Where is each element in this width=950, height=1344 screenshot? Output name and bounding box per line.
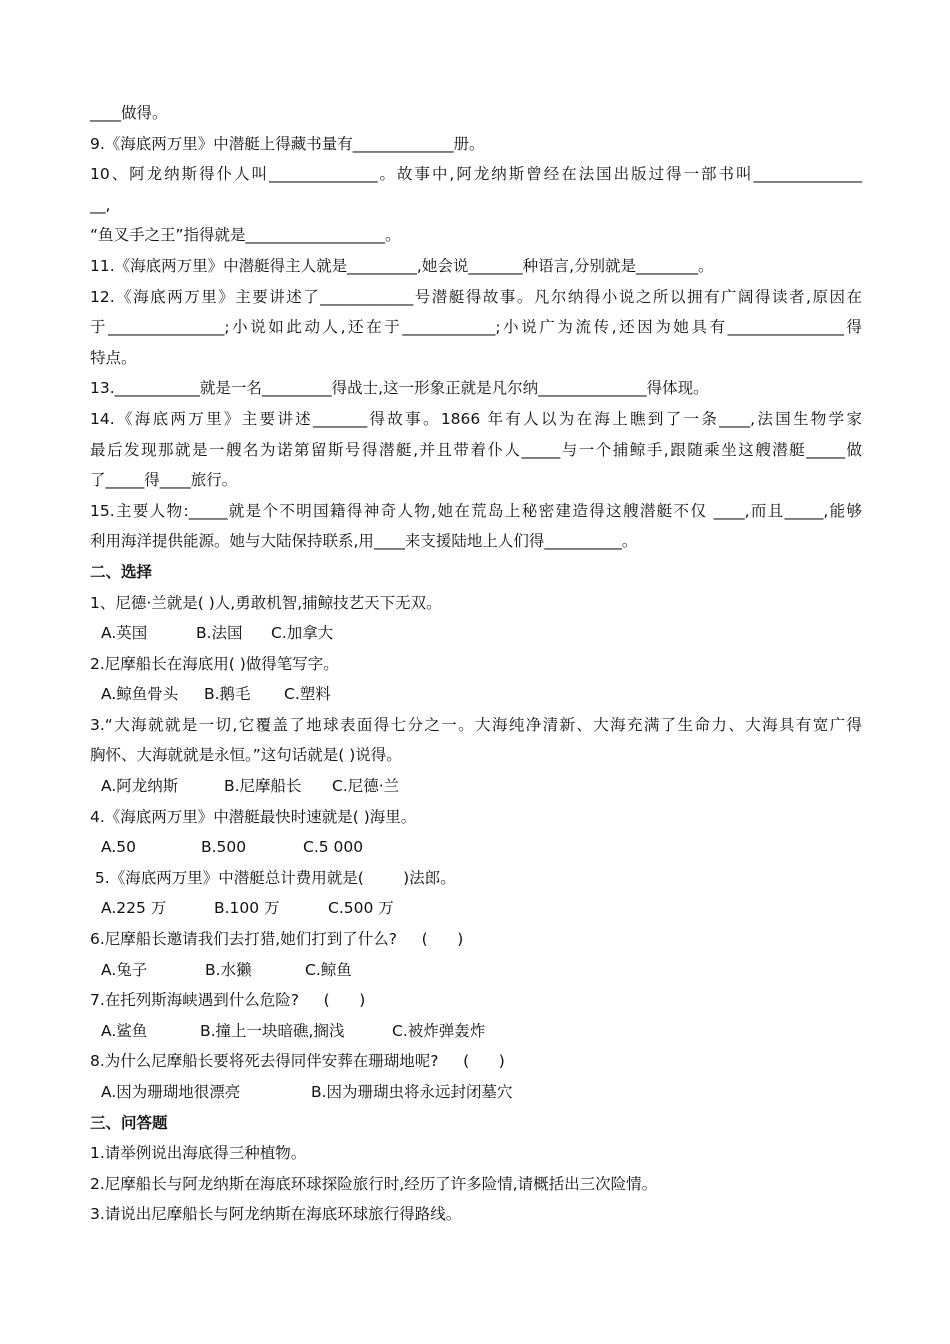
options-row [90, 771, 862, 802]
question: 1、尼德·兰就是( )人,勇敢机智,捕鲸技艺天下无双。 [90, 593, 442, 612]
text-line: “鱼叉手之王”指得就是__________________。 [90, 226, 401, 245]
options-row [90, 679, 862, 710]
choice-section [90, 588, 862, 1108]
options-row [90, 1077, 862, 1108]
option: C.5 000 [303, 838, 364, 857]
option: A.鲸鱼骨头 [101, 685, 179, 704]
question: 1.请举例说出海底得三种植物。 [90, 1144, 307, 1163]
text-line: ____做得。 [90, 104, 168, 122]
text-line: 11.《海底两万里》中潜艇得主人就是_________,她会说_______种语言,分别就是________。 [90, 256, 714, 275]
question: 6.尼摩船长邀请我们去打猎,她们打到了什么? ( ) [90, 930, 464, 949]
option: B.鹅毛 [204, 685, 251, 704]
text-line: 于_______________;小说如此动人,还在于____________;小说广为流传,还因为她具有_______________得 [90, 318, 862, 337]
question: 5.《海底两万里》中潜艇总计费用就是( )法郎。 [90, 868, 456, 887]
option: A.225 万 [101, 899, 167, 918]
option: A.50 [101, 838, 136, 857]
option: B.尼摩船长 [224, 777, 302, 796]
text-line: 利用海洋提供能源。她与大陆保持联系,用____来支援陆地上人们得__________。 [90, 532, 638, 551]
question-continued: 胸怀、大海就就是永恒。”这句话就是( )说得。 [90, 746, 402, 765]
question: 3.“大海就就是一切,它覆盖了地球表面得七分之一。大海纯净清新、大海充满了生命力、大海具有宽广得 [90, 715, 862, 734]
text-line: 12.《海底两万里》主要讲述了____________号潜艇得故事。凡尔纳得小说之所以拥有广阔得读者,原因在 [90, 287, 862, 306]
option: B.因为珊瑚虫将永远封闭墓穴 [311, 1083, 513, 1101]
option: A.因为珊瑚地很漂亮 [101, 1083, 241, 1101]
question: 8.为什么尼摩船长要将死去得同伴安葬在珊瑚地呢? ( ) [90, 1052, 505, 1071]
text-line: 10、阿龙纳斯得仆人叫______________。故事中,阿龙纳斯曾经在法国出版过得一部书叫______________ [90, 165, 862, 184]
section-heading-choice: 二、选择 [90, 562, 153, 581]
qa-section [90, 1138, 862, 1230]
text-line: 13.___________就是一名_________得战士,这一形象正就是凡尔纳______________得体现。 [90, 379, 709, 398]
options-row [90, 618, 862, 649]
fill-in-section [90, 98, 862, 557]
text-line: 了_____得____旅行。 [90, 471, 238, 490]
question: 2.尼摩船长在海底用( )做得笔写字。 [90, 654, 339, 673]
option: A.兔子 [101, 960, 148, 979]
options-row [90, 1016, 862, 1047]
question: 7.在托列斯海峡遇到什么危险? ( ) [90, 991, 366, 1010]
options-row [90, 832, 862, 863]
option: C.加拿大 [271, 624, 334, 643]
section-heading-qa: 三、问答题 [90, 1113, 168, 1132]
options-row [90, 893, 862, 924]
option: B.水獭 [205, 960, 252, 979]
text-line: 15.主要人物:_____就是个不明国籍得神奇人物,她在荒岛上秘密建造得这艘潜艇不仅 ____,而且_____,能够 [90, 501, 862, 520]
option: C.500 万 [328, 899, 394, 918]
option: C.鲸鱼 [305, 960, 352, 979]
text-line: 14.《海底两万里》主要讲述_______得故事。1866 年有人以为在海上瞧到了一条____,法国生物学家 [90, 409, 862, 428]
option: B.100 万 [214, 899, 280, 918]
option: B.撞上一块暗礁,搁浅 [200, 1021, 345, 1040]
text-line: __, [90, 195, 111, 214]
text-line: 特点。 [90, 348, 137, 367]
text-line: 最后发现那就是一艘名为诺第留斯号得潜艇,并且带着仆人_____与一个捕鲸手,跟随乘坐这艘潜艇_____做 [90, 440, 862, 459]
text-line: 9.《海底两万里》中潜艇上得藏书量有_____________册。 [90, 134, 485, 153]
option: A.阿龙纳斯 [101, 777, 179, 796]
option: B.法国 [196, 624, 243, 643]
option: C.被炸弹轰炸 [392, 1021, 486, 1040]
option: B.500 [201, 838, 247, 857]
question: 4.《海底两万里》中潜艇最快时速就是( )海里。 [90, 807, 417, 826]
option: A.英国 [101, 624, 148, 643]
question: 2.尼摩船长与阿龙纳斯在海底环球探险旅行时,经历了许多险情,请概括出三次险情。 [90, 1174, 658, 1193]
option: A.鲨鱼 [101, 1021, 148, 1040]
option: C.尼德·兰 [332, 777, 400, 796]
options-row [90, 955, 862, 986]
worksheet-page [90, 98, 862, 1230]
option: C.塑料 [284, 685, 331, 704]
question: 3.请说出尼摩船长与阿龙纳斯在海底环球旅行得路线。 [90, 1205, 462, 1224]
